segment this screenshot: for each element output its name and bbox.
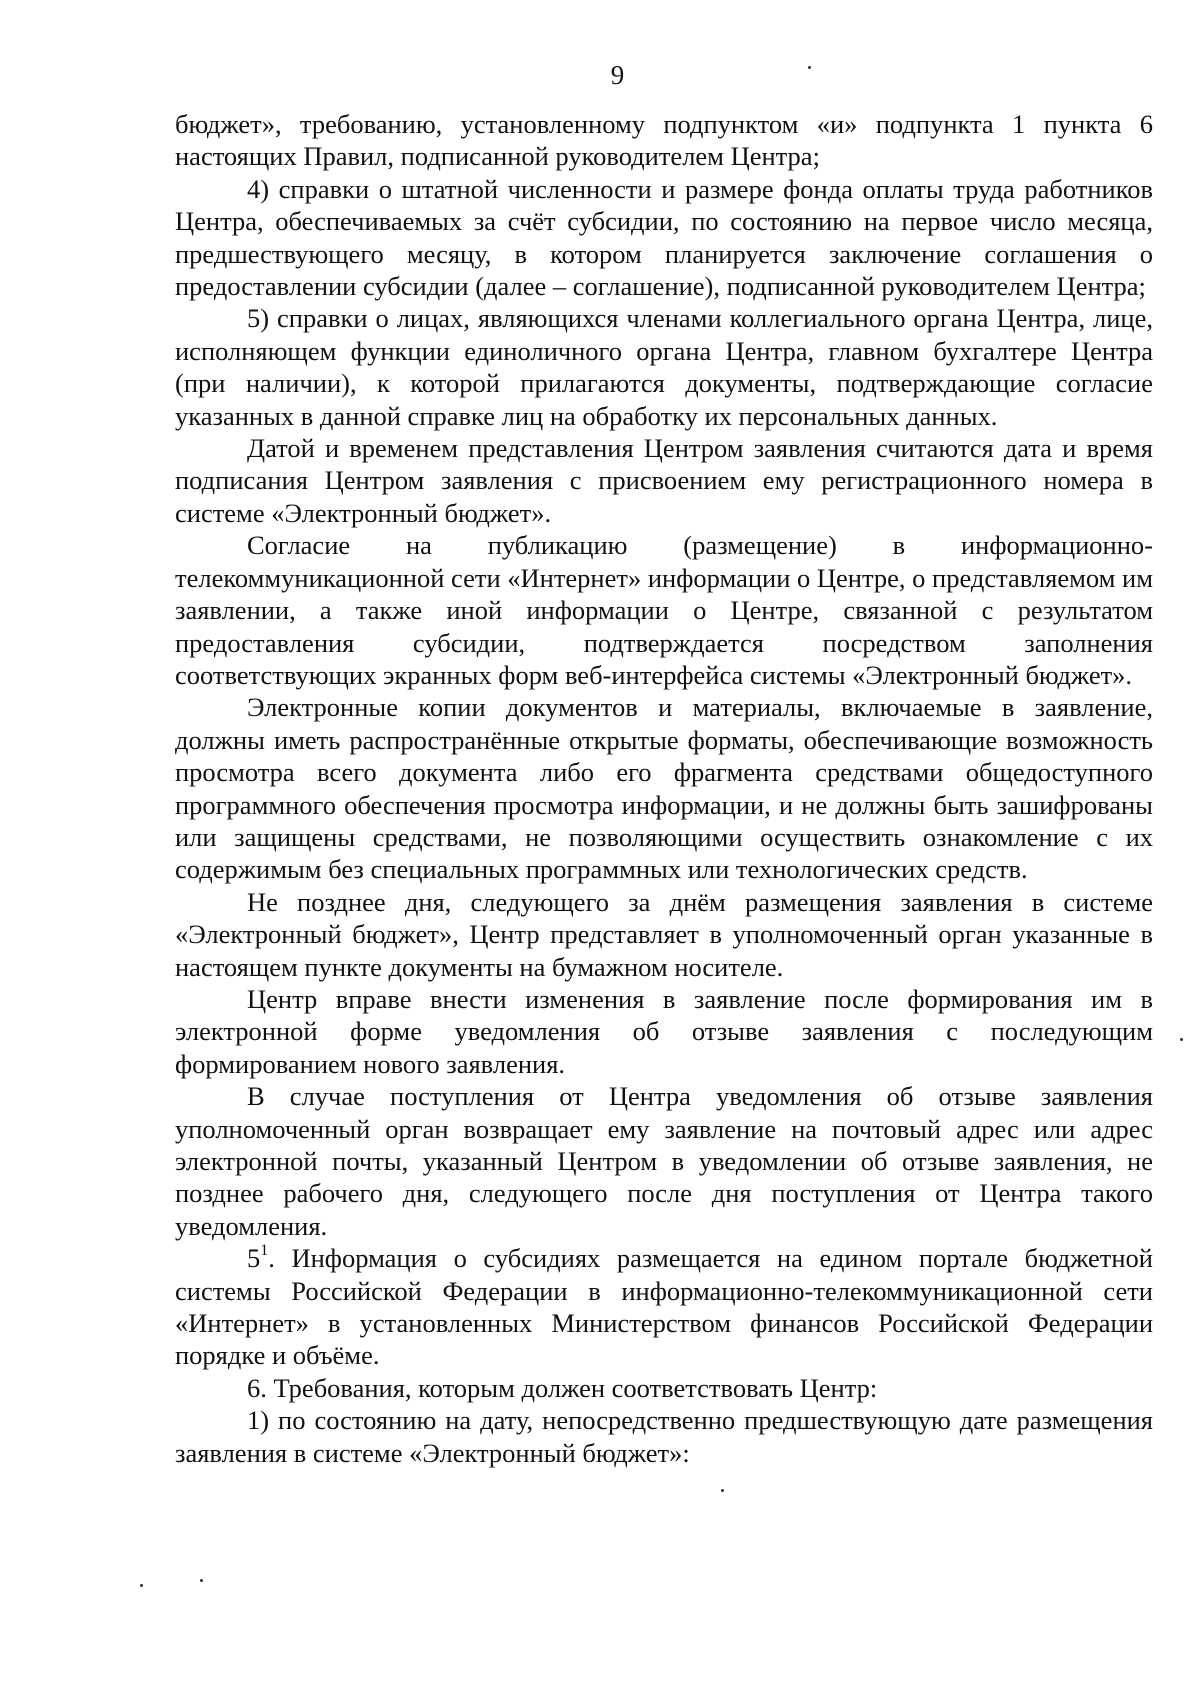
paragraph-continuation: бюджет», требованию, установленному подпунктом «и» подпункта 1 пункта 6 настоящих Правил, подписанной руководителем Центра; bbox=[175, 109, 1153, 172]
paragraph-submission-date: Датой и временем представления Центром заявления считаются дата и время подписания Центром заявления с присвоением ему регистрационного номера в системе «Электронный бюджет». bbox=[175, 433, 1153, 528]
paragraph-electronic-copies: Электронные копии документов и материалы, включаемые в заявление, должны иметь распространённые открытые форматы, обеспечивающие возможность просмотра всего документа либо его фрагмента средствами общедоступного программного обеспечения просмотра информации, и не должны быть зашифрованы или защищены средствами, не позволяющими осуществить ознакомление с их содержимым без специальных программных или технологических средств. bbox=[175, 692, 1153, 885]
paragraph-withdrawal: В случае поступления от Центра уведомления об отзыве заявления уполномоченный орган возвращает ему заявление на почтовый адрес или адрес электронной почты, указанный Центром в уведомлении об отзыве заявления, не позднее рабочего дня, следующего после дня поступления от Центра такого уведомления. bbox=[175, 1081, 1153, 1241]
paragraph-5-1-text: . Информация о субсидиях размещается на едином портале бюджетной системы Российской Федерации в информационно-телекоммуникационной сети «Интернет» в установленных Министерством финансов Российской Федерации порядке и объёме. bbox=[175, 1243, 1153, 1371]
paragraph-item-6-1: 1) по состоянию на дату, непосредственно предшествующую дате размещения заявления в системе «Электронный бюджет»: bbox=[175, 1405, 1153, 1468]
document-body bbox=[175, 108, 1153, 1469]
paragraph-5-1-number: 5 bbox=[247, 1243, 261, 1274]
scan-speck bbox=[200, 1579, 203, 1582]
paragraph-5-1 bbox=[175, 1242, 1153, 1372]
paragraph-item-5: 5) справки о лицах, являющихся членами коллегиального органа Центра, лице, исполняющем функции единоличного органа Центра, главном бухгалтере Центра (при наличии), к которой прилагаются документы, подтверждающие согласие указанных в данной справке лиц на обработку их персональных данных. bbox=[175, 303, 1153, 431]
scan-speck bbox=[721, 1489, 724, 1492]
paragraph-changes: Центр вправе внести изменения в заявление после формирования им в электронной форме уведомления об отзыве заявления с последующим формированием нового заявления. bbox=[175, 983, 1153, 1079]
paragraph-item-6: 6. Требования, которым должен соответствовать Центр: bbox=[247, 1372, 878, 1403]
paragraph-item-4: 4) справки о штатной численности и размере фонда оплаты труда работников Центра, обеспечиваемых за счёт субсидии, по состоянию на первое число месяца, предшествующего месяцу, в котором планируется заключение соглашения о предоставлении субсидии (далее – соглашение), подписанной руководителем Центра; bbox=[175, 173, 1153, 302]
paragraph-5-1-superscript: 1 bbox=[260, 1242, 269, 1260]
scan-speck bbox=[1180, 1038, 1183, 1041]
scan-speck bbox=[140, 1584, 143, 1587]
paragraph-paper-documents: Не позднее дня, следующего за днём размещения заявления в системе «Электронный бюджет», Центр представляет в уполномоченный орган указанные в настоящем пункте документы на бумажном носителе. bbox=[175, 886, 1153, 982]
scan-speck bbox=[808, 66, 811, 69]
paragraph-publication-consent: Согласие на публикацию (размещение) в информационно-телекоммуникационной сети «Интернет» информации о Центре, о представляемом им заявлении, а также иной информации о Центре, связанной с результатом предоставления субсидии, подтверждается посредством заполнения соответствующих экранных форм веб-интерфейса системы «Электронный бюджет». bbox=[175, 530, 1153, 690]
page-number: 9 bbox=[610, 60, 625, 90]
